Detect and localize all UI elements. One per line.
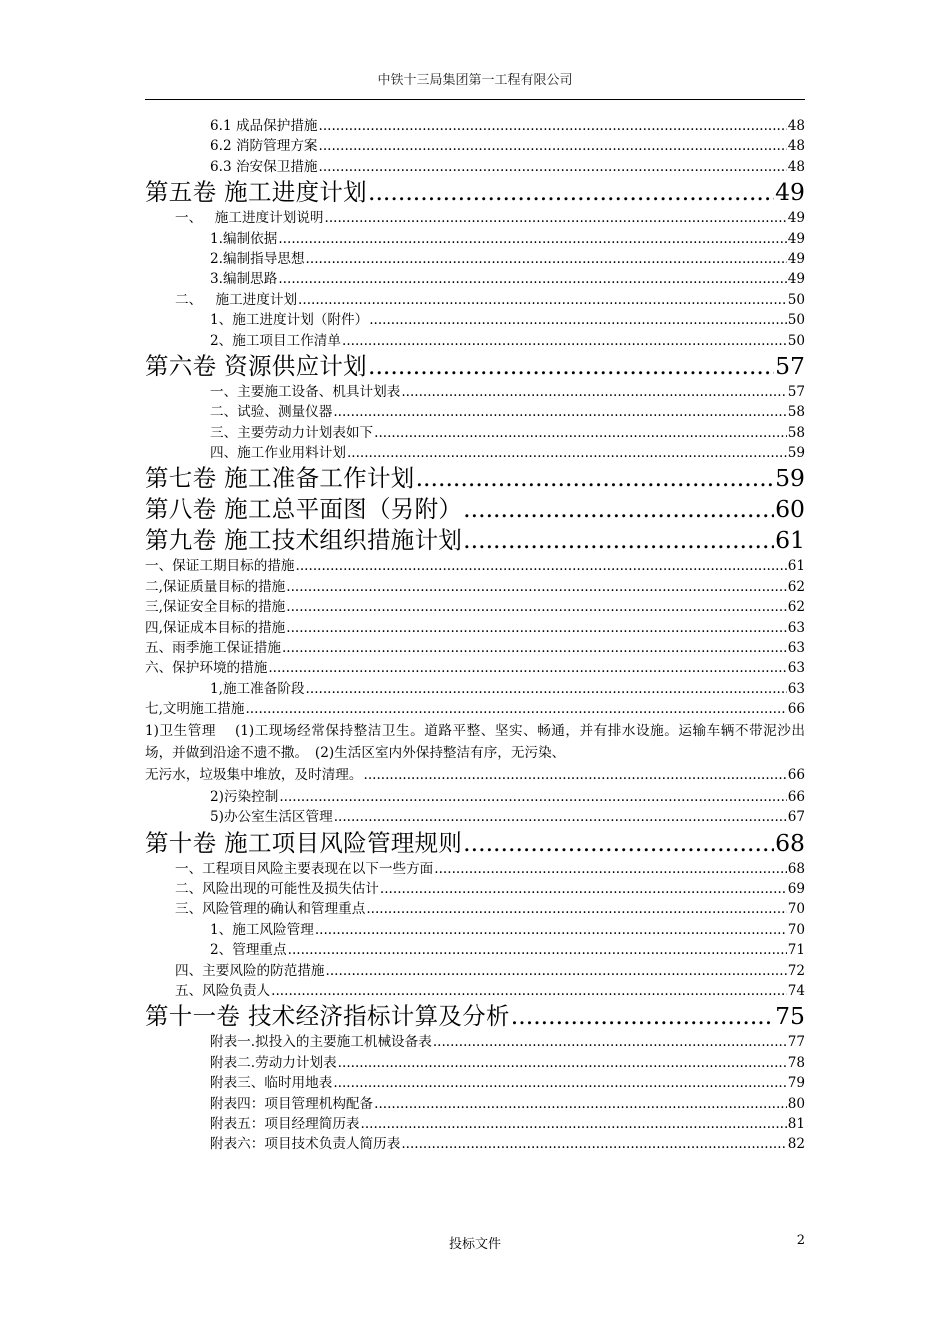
- toc-entry[interactable]: [145, 310, 805, 330]
- toc-entry[interactable]: [145, 920, 805, 940]
- dot-leader: [319, 116, 787, 136]
- toc-entry-page: 71: [787, 942, 805, 959]
- toc-volume-page: 49: [775, 178, 805, 207]
- toc-entry-title: 附表六：项目技术负责人简历表: [210, 1136, 401, 1153]
- dot-leader: [342, 331, 787, 351]
- toc-entry[interactable]: [145, 879, 805, 899]
- dot-leader: [278, 229, 786, 249]
- toc-entry-title: 七,文明施工措施: [145, 701, 245, 718]
- toc-entry-page: 48: [787, 158, 805, 175]
- toc-entry[interactable]: [145, 787, 805, 807]
- dot-leader: [306, 249, 787, 269]
- toc-entry-page: 48: [787, 118, 805, 134]
- toc-entry[interactable]: [145, 961, 805, 981]
- toc-entry-page: 66: [787, 701, 805, 718]
- dot-leader: [361, 1114, 787, 1134]
- toc-entry[interactable]: [145, 331, 805, 351]
- toc-entry-title: 6.3 治安保卫措施: [210, 158, 318, 175]
- toc-entry[interactable]: [145, 618, 805, 638]
- toc-entry-title: 二、风险出现的可能性及损失估计: [175, 880, 379, 897]
- dot-leader: [333, 402, 786, 422]
- toc-entry[interactable]: [145, 859, 805, 879]
- toc-entry-title: 1,施工准备阶段: [210, 680, 305, 697]
- dot-leader: [374, 1094, 787, 1114]
- toc-entry[interactable]: [145, 208, 805, 228]
- toc-entry[interactable]: [145, 249, 805, 269]
- toc-entry[interactable]: [145, 679, 805, 699]
- toc-entry-page: 68: [787, 860, 805, 877]
- toc-entry-title: 2.编制指导思想: [210, 250, 305, 267]
- toc-entry[interactable]: [145, 136, 805, 156]
- dot-leader: [298, 290, 787, 310]
- toc-volume-page: 57: [775, 351, 805, 380]
- toc-volume-10[interactable]: [145, 828, 805, 859]
- toc-entry[interactable]: [145, 1053, 805, 1073]
- toc-entry-title: 二、试验、测量仪器: [210, 404, 333, 421]
- toc-entry-page: 81: [787, 1115, 805, 1132]
- dot-leader: [245, 699, 786, 719]
- dot-leader: [366, 899, 786, 919]
- toc-paragraph-last-line: 无污水，垃圾集中堆放，及时清理。: [145, 767, 363, 784]
- dot-leader: [286, 597, 786, 617]
- dot-leader: [333, 1073, 786, 1093]
- toc-volume-title: 第九卷 施工技术组织措施计划: [145, 526, 463, 555]
- dot-leader: [319, 157, 787, 177]
- toc-volume-page: 59: [775, 464, 805, 493]
- dot-leader: [286, 577, 786, 597]
- header-rule: [145, 99, 805, 100]
- toc-entry[interactable]: [145, 1073, 805, 1093]
- toc-volume-title: 第六卷 资源供应计划: [145, 351, 367, 380]
- toc-volume-5[interactable]: [145, 177, 805, 208]
- toc-entry-page: 77: [787, 1034, 805, 1051]
- toc-volume-11[interactable]: [145, 1001, 805, 1032]
- toc-volume-title: 第五卷 施工进度计划: [145, 178, 367, 207]
- toc-entry-page: 80: [787, 1095, 805, 1112]
- toc-entry-title: 附表四：项目管理机构配备: [210, 1095, 374, 1112]
- toc-entry-page: 66: [787, 767, 805, 784]
- toc-volume-page: 61: [775, 526, 805, 555]
- toc-entry-title: 2)污染控制: [210, 788, 279, 805]
- toc-entry-title: 2、施工项目工作清单: [210, 332, 341, 349]
- page-header: 中铁十三局集团第一工程有限公司: [377, 73, 573, 88]
- dot-leader: [282, 638, 787, 658]
- dot-leader: [463, 494, 774, 525]
- toc-volume-title: 第十卷 施工项目风险管理规则: [145, 828, 463, 857]
- toc-entry-number: 一、: [175, 210, 203, 227]
- toc-entry-title: 施工进度计划说明: [214, 210, 324, 227]
- toc-entry[interactable]: [145, 981, 805, 1001]
- toc-entry-page: 59: [787, 445, 805, 462]
- toc-entry-page: 62: [787, 599, 805, 616]
- dot-leader: [279, 787, 786, 807]
- toc-volume-page: 75: [775, 1002, 805, 1031]
- dot-leader: [296, 556, 787, 576]
- toc-entry-title: 1、施工进度计划（附件）: [210, 312, 369, 329]
- toc-entry-title: 附表五：项目经理简历表: [210, 1115, 360, 1132]
- toc-entry[interactable]: [145, 116, 805, 136]
- toc-volume-7[interactable]: [145, 463, 805, 494]
- dot-leader: [319, 136, 787, 156]
- toc-entry-page: 70: [787, 901, 805, 918]
- dot-leader: [463, 828, 774, 859]
- dot-leader: [368, 351, 774, 382]
- toc-entry[interactable]: [145, 402, 805, 422]
- toc-entry[interactable]: [145, 382, 805, 402]
- toc-entry-page: 63: [787, 680, 805, 697]
- toc-entry-page: 49: [787, 210, 805, 227]
- toc-entry-page: 49: [787, 271, 805, 288]
- toc-entry-page: 48: [787, 138, 805, 155]
- toc-entry-page: 57: [787, 383, 805, 400]
- toc-entry[interactable]: [145, 157, 805, 177]
- toc-entry-page: 63: [787, 640, 805, 657]
- toc-volume-8[interactable]: [145, 494, 805, 525]
- toc-entry-title: 四、施工作业用料计划: [210, 445, 346, 462]
- toc-entry[interactable]: [145, 1114, 805, 1134]
- dot-leader: [325, 208, 787, 228]
- toc-entry[interactable]: [145, 443, 805, 463]
- toc-entry-title: 3.编制思路: [210, 271, 278, 288]
- toc-entry[interactable]: [145, 638, 805, 658]
- footer-label: 投标文件: [448, 1237, 501, 1252]
- dot-leader: [338, 1053, 787, 1073]
- toc-entry[interactable]: [145, 899, 805, 919]
- dot-leader: [286, 618, 786, 638]
- dot-leader: [416, 463, 775, 494]
- toc-entry-title: 三、风险管理的确认和管理重点: [175, 901, 366, 918]
- toc-entry[interactable]: [145, 807, 805, 827]
- toc-volume-title: 第七卷 施工准备工作计划: [145, 464, 415, 493]
- toc-entry[interactable]: [145, 556, 805, 576]
- toc-entry[interactable]: [145, 1094, 805, 1114]
- toc-entry-title: 1、施工风险管理: [210, 921, 314, 938]
- toc-entry-title: 三,保证安全目标的措施: [145, 599, 286, 616]
- dot-leader: [306, 679, 787, 699]
- page-number: 2: [796, 1233, 805, 1248]
- toc-entry-page: 72: [787, 962, 805, 979]
- toc-entry[interactable]: [145, 658, 805, 678]
- toc-entry[interactable]: [145, 229, 805, 249]
- toc-entry[interactable]: [145, 1032, 805, 1052]
- toc-entry-title: 六、保护环境的措施: [145, 660, 268, 677]
- toc-entry-title: 6.1 成品保护措施: [210, 118, 318, 134]
- dot-leader: [401, 1134, 786, 1154]
- toc-entry-title: 四,保证成本目标的措施: [145, 619, 286, 636]
- dot-leader: [288, 940, 787, 960]
- toc-volume-title: 第八卷 施工总平面图（另附）: [145, 495, 463, 524]
- toc-entry-number: 二、: [175, 291, 203, 308]
- toc-entry-page: 50: [787, 312, 805, 329]
- toc-entry-page: 50: [787, 291, 805, 308]
- toc-entry-title: 5)办公室生活区管理: [210, 809, 333, 826]
- toc-entry-title: 一、主要施工设备、机具计划表: [210, 383, 401, 400]
- toc-entry-page: 49: [787, 250, 805, 267]
- toc-entry-page: 82: [787, 1136, 805, 1153]
- toc-entry-page: 74: [787, 982, 805, 999]
- dot-leader: [374, 423, 787, 443]
- dot-leader: [434, 859, 786, 879]
- toc-paragraph-entry[interactable]: [145, 720, 805, 787]
- toc-entry-page: 63: [787, 619, 805, 636]
- dot-leader: [268, 658, 786, 678]
- toc-volume-page: 68: [775, 828, 805, 857]
- toc-entry-page: 70: [787, 921, 805, 938]
- toc-entry[interactable]: [145, 577, 805, 597]
- dot-leader: [278, 269, 786, 289]
- toc-entry-title: 一、保证工期目标的措施: [145, 558, 295, 575]
- toc-entry-page: 69: [787, 880, 805, 897]
- dot-leader: [334, 807, 787, 827]
- dot-leader: [315, 920, 787, 940]
- toc-volume-page: 60: [775, 495, 805, 524]
- toc-entry-title: 五、雨季施工保证措施: [145, 640, 281, 657]
- toc-entry[interactable]: [145, 940, 805, 960]
- dot-leader: [511, 1001, 774, 1032]
- dot-leader: [433, 1032, 787, 1052]
- toc-entry-title: 6.2 消防管理方案: [210, 138, 318, 155]
- toc-entry-title: 1.编制依据: [210, 230, 278, 247]
- toc-entry[interactable]: [145, 290, 805, 310]
- toc-paragraph-text: 1)卫生管理 (1)工现场经常保持整洁卫生。道路平整、坚实、畅通，并有排水设施。运输车辆不带泥沙出场，并做到沿途不遗不撒。 (2)生活区室内外保持整洁有序，无污染、: [145, 722, 805, 761]
- toc-entry-page: 62: [787, 578, 805, 595]
- toc-entry-page: 61: [787, 558, 805, 575]
- dot-leader: [364, 764, 787, 786]
- dot-leader: [368, 177, 774, 208]
- toc-entry-page: 79: [787, 1075, 805, 1092]
- toc-entry-title: 二,保证质量目标的措施: [145, 578, 286, 595]
- toc-entry[interactable]: [145, 1134, 805, 1154]
- table-of-contents: [145, 116, 805, 1155]
- dot-leader: [369, 310, 787, 330]
- toc-entry[interactable]: [145, 597, 805, 617]
- toc-entry-page: 58: [787, 424, 805, 441]
- toc-volume-6[interactable]: [145, 351, 805, 382]
- toc-entry-page: 66: [787, 788, 805, 805]
- toc-entry-title: 三、主要劳动力计划表如下: [210, 424, 374, 441]
- toc-entry-title: 施工进度计划: [215, 291, 298, 308]
- toc-entry[interactable]: [145, 269, 805, 289]
- toc-entry[interactable]: [145, 423, 805, 443]
- toc-entry[interactable]: [145, 699, 805, 719]
- toc-entry-page: 49: [787, 230, 805, 247]
- toc-entry-title: 2、管理重点: [210, 942, 287, 959]
- dot-leader: [401, 382, 786, 402]
- toc-entry-page: 67: [787, 809, 805, 826]
- toc-entry-title: 四、主要风险的防范措施: [175, 962, 325, 979]
- toc-volume-9[interactable]: [145, 525, 805, 556]
- toc-entry-title: 附表二.劳动力计划表: [210, 1054, 337, 1071]
- toc-volume-title: 第十一卷 技术经济指标计算及分析: [145, 1002, 510, 1031]
- dot-leader: [347, 443, 787, 463]
- toc-entry-title: 一、工程项目风险主要表现在以下一些方面: [175, 860, 434, 877]
- toc-entry-page: 78: [787, 1054, 805, 1071]
- dot-leader: [326, 961, 787, 981]
- toc-entry-page: 58: [787, 404, 805, 421]
- toc-entry-title: 附表三、临时用地表: [210, 1075, 333, 1092]
- toc-entry-page: 63: [787, 660, 805, 677]
- toc-entry-title: 五、风险负责人: [175, 982, 271, 999]
- toc-entry-title: 附表一.拟投入的主要施工机械设备表: [210, 1034, 432, 1051]
- dot-leader: [463, 525, 774, 556]
- dot-leader: [271, 981, 787, 1001]
- toc-entry-page: 50: [787, 332, 805, 349]
- dot-leader: [380, 879, 787, 899]
